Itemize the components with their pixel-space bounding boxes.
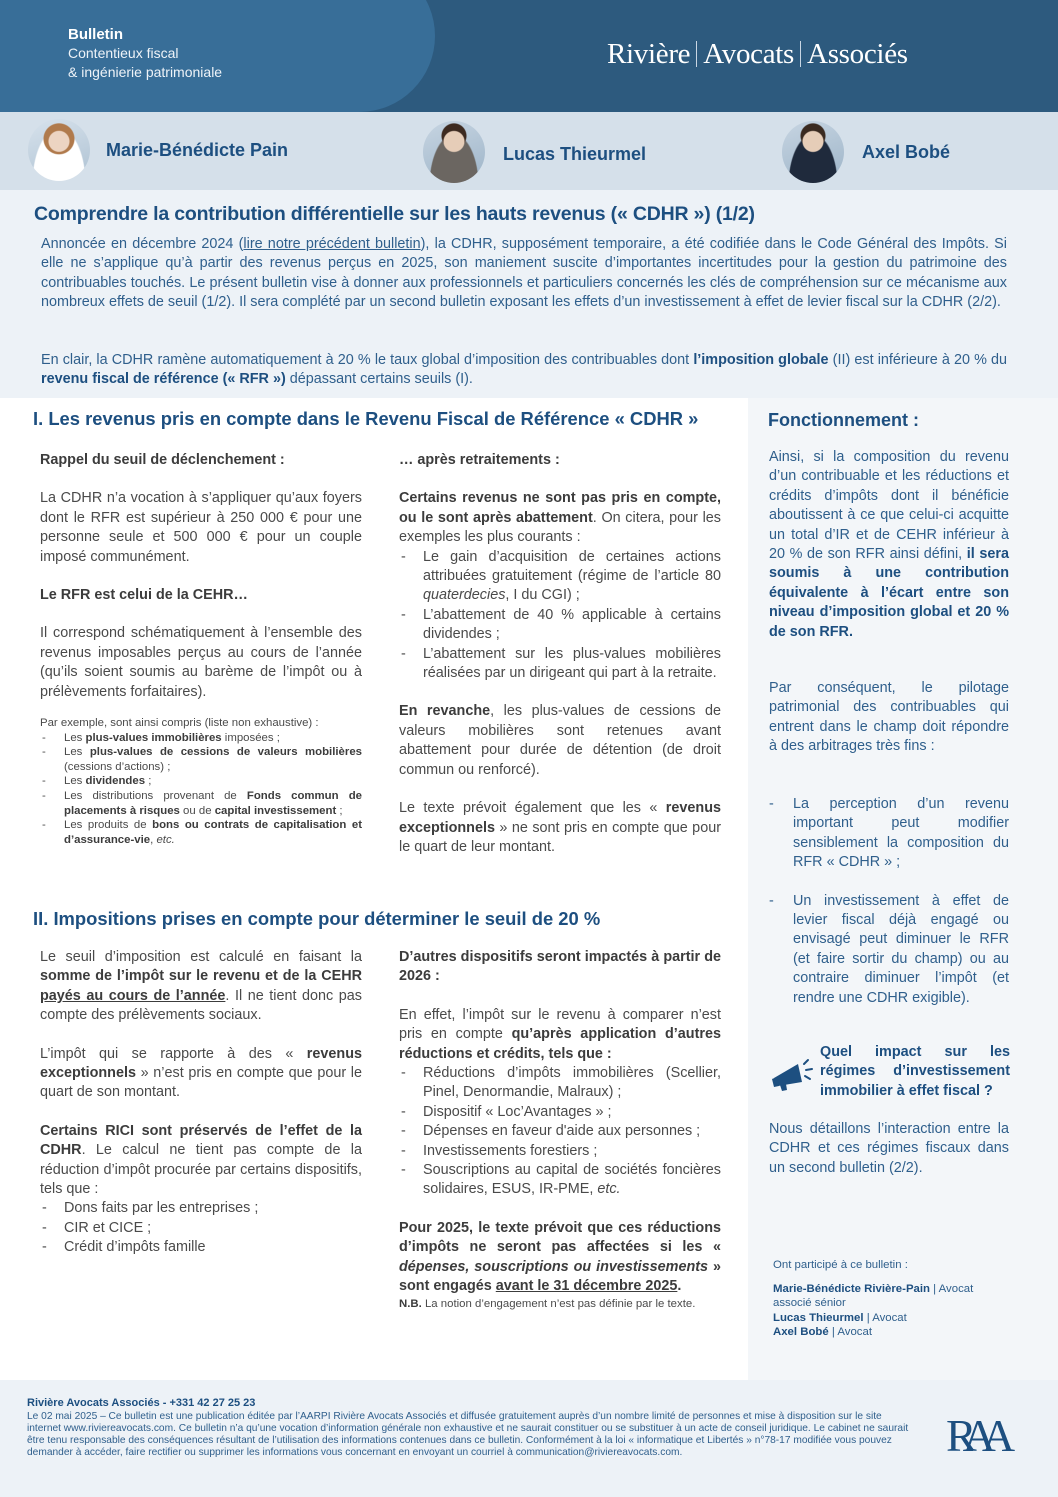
emphasis: somme de l’impôt sur le revenu et de la CEHR — [40, 968, 362, 985]
subheading: … après retraitements : — [399, 452, 560, 468]
text: , — [150, 833, 157, 846]
paragraph: La CDHR n’a vocation à s’appliquer qu’aux foyers dont le RFR est supérieur à 250 000 € pour une personne seule et 500 000 € pour un couple imposé communément. — [40, 490, 362, 565]
callout — [770, 1043, 1010, 1101]
author-card — [28, 119, 288, 181]
sidebar-title: Fonctionnement : — [768, 410, 919, 430]
sidebar-paragraph: Par conséquent, le pilotage patrimonial des contribuables qui entrent dans le champ doit répondre à des arbitrages très fins : — [769, 680, 1009, 755]
text: . On citera, pour les exemples les plus courants : — [399, 509, 722, 546]
megaphone-icon — [770, 1052, 816, 1092]
devices-list — [399, 1064, 721, 1200]
emphasis: revenus exceptionnels — [399, 800, 721, 836]
list-item: - Dispositif « Loc’Avantages » ; — [399, 1103, 721, 1122]
paragraph — [40, 948, 362, 1026]
list-item: - Investissements forestiers ; — [399, 1142, 721, 1161]
divider — [800, 41, 801, 67]
text: dépassant certains seuils (I). — [285, 371, 473, 388]
emphasis-underlined: payés au cours de l’année — [40, 987, 226, 1004]
author-name: Axel Bobé — [862, 141, 951, 162]
emphasis: bons ou contrats de capitalisation et d’assurance-vie — [64, 819, 362, 846]
list-item — [40, 731, 362, 746]
firm-logo-text — [607, 38, 908, 71]
authors-band — [0, 112, 1058, 190]
emphasis: plus-values immobilières — [85, 731, 222, 744]
list-item: - CIR et CICE ; — [40, 1219, 362, 1238]
emphasis: Certains RICI sont préservés de l’effet de la CDHR — [40, 1122, 362, 1159]
bulletin-subtitle: & ingénierie patrimoniale — [68, 64, 223, 80]
text: Les produits de — [64, 819, 153, 832]
divider — [696, 41, 697, 67]
paragraph — [399, 1219, 721, 1297]
text: Les — [64, 746, 90, 759]
italic-text: etc. — [156, 833, 175, 846]
list-item: - Crédit d’impôts famille — [40, 1238, 362, 1257]
list-item — [40, 818, 362, 847]
emphasis: Certains revenus ne sont pas pris en compte, ou le sont après abattement — [399, 490, 721, 526]
intro-paragraph — [41, 235, 1007, 313]
section2-left-column — [40, 948, 362, 1258]
text: » n’est pris en compte que pour le quart de son montant. — [40, 1065, 362, 1101]
emphasis: revenu fiscal de référence (« RFR ») — [41, 371, 286, 388]
text: ou de — [179, 804, 215, 817]
text: Les — [64, 731, 86, 744]
text: ; — [336, 804, 343, 817]
text: Le seuil d’imposition est calculé en faisant la — [40, 949, 362, 965]
list-item: - Dépenses en faveur d'aide aux personnes ; — [399, 1122, 721, 1141]
underlined-text: avant le 31 décembre 2025 — [495, 1278, 678, 1295]
text: Le gain d’acquisition de certaines actions attribuées gratuitement (régime de l’article 80 — [423, 548, 721, 585]
subheading: Rappel du seuil de déclenchement : — [40, 452, 285, 468]
page-title: Comprendre la contribution différentielle sur les hauts revenus (« CDHR ») (1/2) — [34, 203, 755, 225]
bulletin-subtitle: Contentieux fiscal — [68, 45, 179, 61]
text: , I du CGI) ; — [505, 587, 580, 604]
avatar — [423, 121, 485, 183]
text: En clair, la CDHR ramène automatiquement à 20 % le taux global d’imposition des contribuables dont — [41, 352, 694, 368]
intro-summary — [41, 351, 1007, 390]
paragraph — [399, 1006, 721, 1064]
emphasis: En revanche — [399, 703, 491, 720]
section2-right-column — [399, 948, 721, 1311]
text: Ainsi, si la composition du revenu d’un contribuable et les réductions et crédits d’impôts dont il bénéficie aboutissent à ce que celui-ci acquitte un total d’IR et de CEHR inférieur à 20 % de son RFR ainsi défini, — [769, 449, 1009, 563]
paragraph — [399, 702, 721, 780]
text: En effet, l’impôt sur le revenu à comparer n’est pris en compte — [399, 1006, 721, 1043]
author-card — [782, 121, 950, 183]
text: . Il ne tient donc pas compte des prélèvements sociaux. — [40, 987, 362, 1024]
footer-disclaimer: Le 02 mai 2025 – Ce bulletin est une publication éditée par l’AARPI Rivière Avocats Associés et diffusée gratuitement auprès d’un nombre limité de personnes et mise à disposition sur le site internet www.riviereavocats.com. Ce bulletin n’a qu’une vocation d’information générale non exhaustive et ne saurait constituer ou se substituer à un acte de conseil juridique. Le cabinet ne saurait être tenu responsable des conséquences résultant de l’utilisation des informations contenues dans ce bulletin. Conformément à la loi « informatique et Libertés » n°78-17 modifiée vous pouvez demander à accéder, faire rectifier ou supprimer les informations vous concernant en envoyant un courriel à communication@riviereavocats.com. — [27, 1411, 909, 1458]
text: » ne sont pris en compte que pour le quart de leur montant. — [399, 819, 721, 855]
list-item: - Un investissement à effet de levier fiscal déjà engagé ou envisagé peut diminuer le RFR (et faire sortir du champ) ou au contraire diminuer l’impôt (et rendre une CDHR exigible). — [769, 892, 1009, 1008]
subheading: Le RFR est celui de la CEHR… — [40, 587, 248, 604]
list-item: - Réductions d’impôts immobilières (Scellier, Pinel, Denormandie, Malraux) ; — [399, 1064, 721, 1103]
author-name: Lucas Thieurmel — [503, 143, 647, 164]
section-title: I. Les revenus pris en compte dans le Revenu Fiscal de Référence « CDHR » — [33, 408, 699, 429]
paragraph — [399, 489, 721, 547]
section1-right-column — [399, 451, 721, 857]
paragraph — [40, 1045, 362, 1103]
emphasis: il sera soumis à une contribution équivalente à l’écart entre son niveau d’imposition global et 20 % de son RFR. — [769, 546, 1010, 640]
text: , les plus-values de cessions de valeurs mobilières sont retenues avant abattement pour durée de détention (de droit commun ou renforcé). — [399, 703, 721, 778]
sidebar-list — [769, 795, 1009, 1008]
contributor-role: | Avocat associé sénior — [773, 1282, 974, 1310]
text: L’impôt qui se rapporte à des « — [40, 1045, 307, 1062]
text: Annoncée en décembre 2024 ( — [41, 236, 244, 252]
section1-left-column — [40, 451, 362, 847]
list-item — [40, 745, 362, 774]
list-item: - L’abattement de 40 % applicable à certains dividendes ; — [399, 606, 721, 645]
contributor — [773, 1311, 1013, 1326]
callout-text: Quel impact sur les régimes d’investissement immobilier à effet fiscal ? — [820, 1044, 1010, 1099]
list-item — [399, 548, 721, 606]
footer-contact: Rivière Avocats Associés - +331 42 27 25 23 — [27, 1397, 256, 1409]
text: ), la CDHR, supposément temporaire, a été codifiée dans le Code Général des Impôts. Si elle ne s’applique qu’à partir des revenus perçus en 2025, son maniement suscite d’importantes incertitudes pour la gestion du patrimoine des contribuables touchés. Le présent bulletin vise à donner aux professionnels et particuliers concernés les clés de compréhension sur ce mécanisme aux nombreux effets de seuil (1/2). Il sera complété par un second bulletin exposant les effets d’un investissement à effet de levier fiscal sur la CDHR (2/2). — [41, 236, 1007, 311]
subheading: D’autres dispositifs seront impactés à partir de 2026 : — [399, 949, 721, 985]
firm-name-part: Associés — [807, 38, 908, 70]
text: ; — [145, 775, 152, 788]
raa-logo: RAA — [946, 1410, 1002, 1461]
text: Le texte prévoit également que les « — [399, 800, 666, 817]
list-item — [40, 774, 362, 789]
list-item: - Dons faits par les entreprises ; — [40, 1199, 362, 1218]
list-item: - L’abattement sur les plus-values mobilières réalisées par un dirigeant qui part à la retraite. — [399, 645, 721, 684]
paragraph — [40, 1122, 362, 1200]
emphasis: plus-values de cessions de valeurs mobilières — [89, 746, 362, 759]
text: imposées ; — [221, 731, 280, 744]
list-item — [40, 789, 362, 818]
author-name: Marie-Bénédicte Pain — [106, 139, 289, 160]
contributor-name: Marie-Bénédicte Rivière-Pain — [773, 1282, 930, 1295]
text: . Le calcul ne tient pas compte de la réduction d’impôt procurée par certains dispositifs, tels que : — [40, 1142, 362, 1198]
paragraph — [399, 799, 721, 857]
emphasis: capital investissement — [214, 804, 337, 817]
section-title: II. Impositions prises en compte pour déterminer le seuil de 20 % — [33, 908, 601, 929]
previous-bulletin-link[interactable]: lire notre précédent bulletin — [243, 236, 421, 252]
avatar — [782, 121, 844, 183]
contributors — [773, 1258, 1013, 1340]
note-label: N.B. — [399, 1297, 422, 1310]
author-card — [423, 121, 646, 183]
text: Souscriptions au capital de sociétés foncières solidaires, ESUS, IR-PME, — [423, 1162, 721, 1198]
emphasis: qu’après application d’autres réductions et crédits, tels que : — [399, 1026, 721, 1062]
paragraph: Il correspond schématiquement à l’ensemble des revenus imposables perçus au cours de l’année (qu’ils soient soumis au barème de l’impôt ou à prélèvements forfaitaires). — [40, 625, 362, 700]
examples-list — [40, 731, 362, 848]
avatar — [28, 119, 90, 181]
sidebar-paragraph — [769, 448, 1009, 642]
contributor-name: Axel Bobé — [773, 1326, 829, 1339]
emphasis: l’imposition globale — [693, 352, 829, 368]
firm-name-part: Rivière — [607, 38, 691, 70]
rici-list — [40, 1199, 362, 1257]
bulletin-heading — [68, 26, 222, 82]
emphasis: Fonds commun de placements à risques — [64, 790, 362, 817]
emphasis: dividendes — [85, 775, 146, 788]
italic-text: dépenses, souscriptions ou investissements — [399, 1258, 709, 1275]
sidebar-paragraph: Nous détaillons l’interaction entre la CDHR et ces régimes fiscaux dans un second bulletin (2/2). — [769, 1121, 1009, 1176]
contributors-label: Ont participé à ce bulletin : — [773, 1259, 908, 1271]
text: Les distributions provenant de — [64, 790, 247, 803]
contributor — [773, 1282, 1013, 1311]
italic-text: etc. — [597, 1181, 621, 1198]
contributor-role: | Avocat — [828, 1326, 872, 1339]
text: Les — [64, 775, 86, 788]
text: (II) est inférieure à 20 % du — [828, 352, 1007, 368]
text: » sont engagés — [399, 1258, 721, 1295]
list-item: - La perception d’un revenu important peut modifier sensiblement la composition du RFR « CDHR » ; — [769, 795, 1009, 873]
firm-name-part: Avocats — [703, 38, 795, 70]
contributor-role: | Avocat — [863, 1311, 907, 1324]
examples-block — [40, 716, 362, 847]
text: . — [677, 1278, 682, 1295]
contributor-name: Lucas Thieurmel — [773, 1311, 864, 1324]
text: (cessions d’actions) ; — [64, 760, 171, 773]
retreatment-list — [399, 548, 721, 684]
note — [399, 1297, 721, 1312]
list-item — [399, 1161, 721, 1200]
emphasis: revenus exceptionnels — [40, 1045, 362, 1082]
italic-text: quaterdecies — [423, 587, 506, 604]
note-text: La notion d’engagement n’est pas définie par le texte. — [421, 1297, 696, 1310]
contributor — [773, 1325, 1013, 1340]
examples-intro: Par exemple, sont ainsi compris (liste non exhaustive) : — [40, 717, 319, 730]
bulletin-kicker: Bulletin — [68, 26, 123, 43]
text: Pour 2025, le texte prévoit que ces réductions d’impôts ne seront pas affectées si les « — [399, 1219, 721, 1256]
